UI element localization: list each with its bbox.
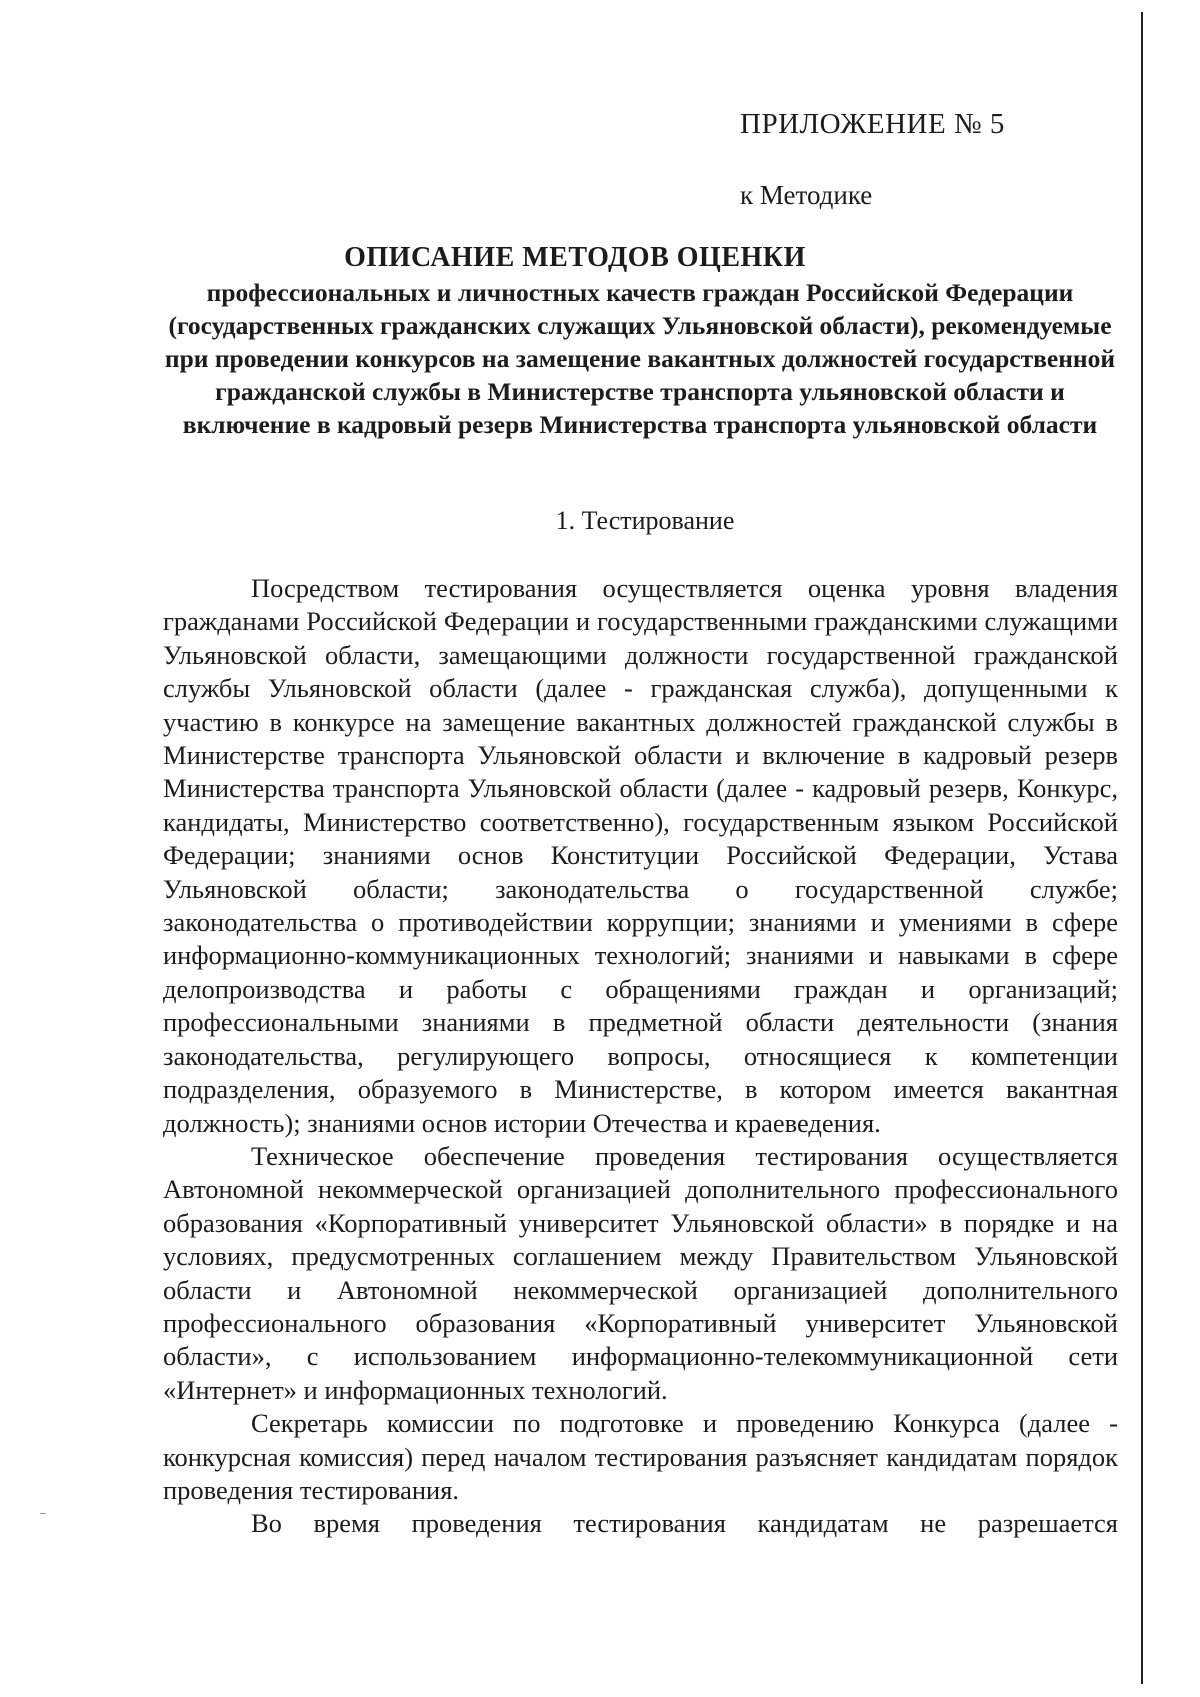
appendix-reference: к Методике	[740, 180, 873, 210]
paragraph: Техническое обеспечение проведения тестирования осуществляется Автономной некоммерческой организацией дополнительного профессионального образования «Корпоративный университет Ульяновской области» в порядке и на условиях, предусмотренных соглашением между Правительством Ульяновской области и Автономной некоммерческой организацией дополнительного профессионального образования «Корпоративный университет Ульяновской области», с использованием информационно-телекоммуникационной сети «Интернет» и информационных технологий.	[163, 1140, 1118, 1405]
page-right-edge-line	[1141, 12, 1143, 1684]
section-heading: 1. Тестирование	[555, 506, 735, 535]
paragraph: Секретарь комиссии по подготовке и проведению Конкурса (далее - конкурсная комиссия) перед началом тестирования разъясняет кандидатам порядок проведения тестирования.	[163, 1408, 1118, 1505]
appendix-number: ПРИЛОЖЕНИЕ № 5	[740, 108, 1005, 140]
document-title: ОПИСАНИЕ МЕТОДОВ ОЦЕНКИ	[344, 242, 806, 273]
document-subtitle: профессиональных и личностных качеств граждан Российской Федерации (государственных гражданских служащих Ульяновской области), рекомендуемые при проведении конкурсов на замещение вакантных должностей государственной гражданской службы в Министерстве транспорта ульяновской области и включение в кадровый резерв Министерства транспорта ульяновской области	[164, 278, 1116, 439]
paragraph: Во время проведения тестирования кандидатам не разрешается	[251, 1508, 1118, 1539]
scan-mark	[40, 1513, 46, 1514]
section-body	[163, 572, 1118, 1541]
paragraph: Посредством тестирования осуществляется оценка уровня владения гражданами Российской Федерации и государственными гражданскими служащими Ульяновской области, замещающими должности государственной гражданской службы Ульяновской области (далее - гражданская служба), допущенными к участию в конкурсе на замещение вакантных должностей гражданской службы в Министерстве транспорта Ульяновской области и включение в кадровый резерв Министерства транспорта Ульяновской области (далее - кадровый резерв, Конкурс, кандидаты, Министерство соответственно), государственным языком Российской Федерации; знаниями основ Конституции Российской Федерации, Устава Ульяновской области; законодательства о государственной службе; законодательства о противодействии коррупции; знаниями и умениями в сфере информационно-коммуникационных технологий; знаниями и навыками в сфере делопроизводства и работы с обращениями граждан и организаций; профессиональными знаниями в предметной области деятельности (знания законодательства, регулирующего вопросы, относящиеся к компетенции подразделения, образуемого в Министерстве, в котором имеется вакантная должность); знаниями основ истории Отечества и краеведения.	[163, 573, 1118, 1138]
